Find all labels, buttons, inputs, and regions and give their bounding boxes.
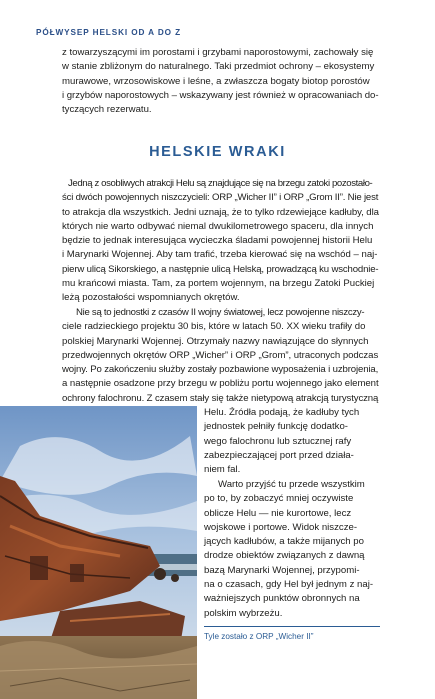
photo-caption: Tyle zostało z ORP „Wicher II” xyxy=(204,632,314,641)
text-line: których nie warto odbywać niemal dwukilometrowego spaceru, dla innych xyxy=(62,220,374,232)
text-line: przedwojennych okrętów ORP „Wicher” i ORP „Grom”, utraconych podczas xyxy=(62,349,379,361)
text-line: ciele radzieckiego projektu 30 bis, które w latach 50. XX wieku trafiły do xyxy=(62,321,366,333)
text-line: zabezpieczającej port przed działa- xyxy=(204,449,354,461)
text-line: pierw ulicą Sikorskiego, a następnie ulicą Helską, prowadzącą ku wschodnie- xyxy=(62,263,379,275)
caption-divider xyxy=(204,626,380,627)
text-line: na o czasach, gdy Hel był jednym z naj- xyxy=(204,579,374,591)
text-line: oblicze Helu — nie kurortowe, lecz xyxy=(204,507,352,519)
text-line: Warto przyjść tu przede wszystkim xyxy=(218,479,365,490)
running-title: PÓŁWYSEP HELSKI OD A DO Z xyxy=(36,28,182,37)
text-line: ważniejszych punktów obronnych na xyxy=(204,593,360,605)
text-line: polskiej Marynarki Wojennej. Otrzymały nazwy nawiązujące do słynnych xyxy=(62,335,369,347)
paragraph-2 xyxy=(62,306,380,406)
intro-paragraph xyxy=(62,46,380,117)
text-line: niem fal. xyxy=(204,464,241,476)
text-line: murawowe, wrzosowiskowe i leśne, a zwłaszcza bogaty biotop porostów xyxy=(62,75,370,87)
text-line: jednostek pełniły funkcję dodatko- xyxy=(204,421,348,433)
text-line: Helu. Źródła podają, że kadłuby tych xyxy=(204,407,360,418)
wreck-image xyxy=(0,406,197,699)
text-line: tyczących rezerwatu. xyxy=(62,104,152,116)
text-line: ochrony falochronu. Z czasem stały się także nietypową atrakcją turystyczną xyxy=(62,392,379,404)
text-line: ści dwóch powojennych niszczycieli: ORP „Wicher II” i ORP „Grom II”. Nie jest xyxy=(62,192,379,204)
shipwreck-photo xyxy=(0,406,197,699)
text-line: polskim wybrzeżu. xyxy=(204,607,283,619)
text-line: w stanie zbliżonym do naturalnego. Taki przedmiot ochrony – ekosystemy xyxy=(62,61,375,73)
text-line: wojny. Po zakończeniu służby zostały pozbawione wyposażenia i uzbrojenia, xyxy=(62,364,379,376)
text-line: drodze obiektów związanych z dawną xyxy=(204,550,365,562)
text-line: i Marynarki Wojennej. Aby tam trafić, trzeba kierować się na wschód – naj- xyxy=(62,249,378,261)
text-line: jących kadłubów, a także mijanych po xyxy=(204,536,364,548)
text-line: mu krańcowi miasta. Tam, za portem wojennym, na brzegu Zatoki Puckiej xyxy=(62,278,375,290)
paragraph-2-continuation xyxy=(204,406,380,477)
text-line: Nie są to jednostki z czasów II wojny światowej, lecz powojenne niszczy- xyxy=(76,307,365,318)
text-line: wego falochronu lub sztucznej rafy xyxy=(204,435,352,447)
text-line: bazą Marynarki Wojennej, przypomi- xyxy=(204,564,360,576)
paragraph-1 xyxy=(62,177,380,306)
section-heading: HELSKIE WRAKI xyxy=(149,144,286,160)
text-line: a następnie osadzone przy brzegu w pobliżu portu wojennego jako element xyxy=(62,378,379,390)
text-line: i grzybów naporostowych – wskazywany jest również w opracowaniach do- xyxy=(62,89,379,101)
paragraph-3 xyxy=(204,478,380,621)
text-line: wojskowe i portowe. Widok niszcze- xyxy=(204,521,358,533)
text-line: z towarzyszącymi im porostami i grzybami naporostowymi, zachowały się xyxy=(62,47,374,58)
text-line: Jedną z osobliwych atrakcji Helu są znajdujące się na brzegu zatoki pozostało- xyxy=(68,178,373,189)
text-line: leżą pozostałości wspomnianych okrętów. xyxy=(62,292,240,304)
text-line: to atrakcja dla wszystkich. Jedni uznają, że to tylko rdzewiejące kadłuby, dla xyxy=(62,206,379,218)
text-line: po to, by zobaczyć mniej oczywiste xyxy=(204,493,354,505)
text-line: będzie to jednak interesująca wycieczka śladami powojennej historii Helu xyxy=(62,235,373,247)
